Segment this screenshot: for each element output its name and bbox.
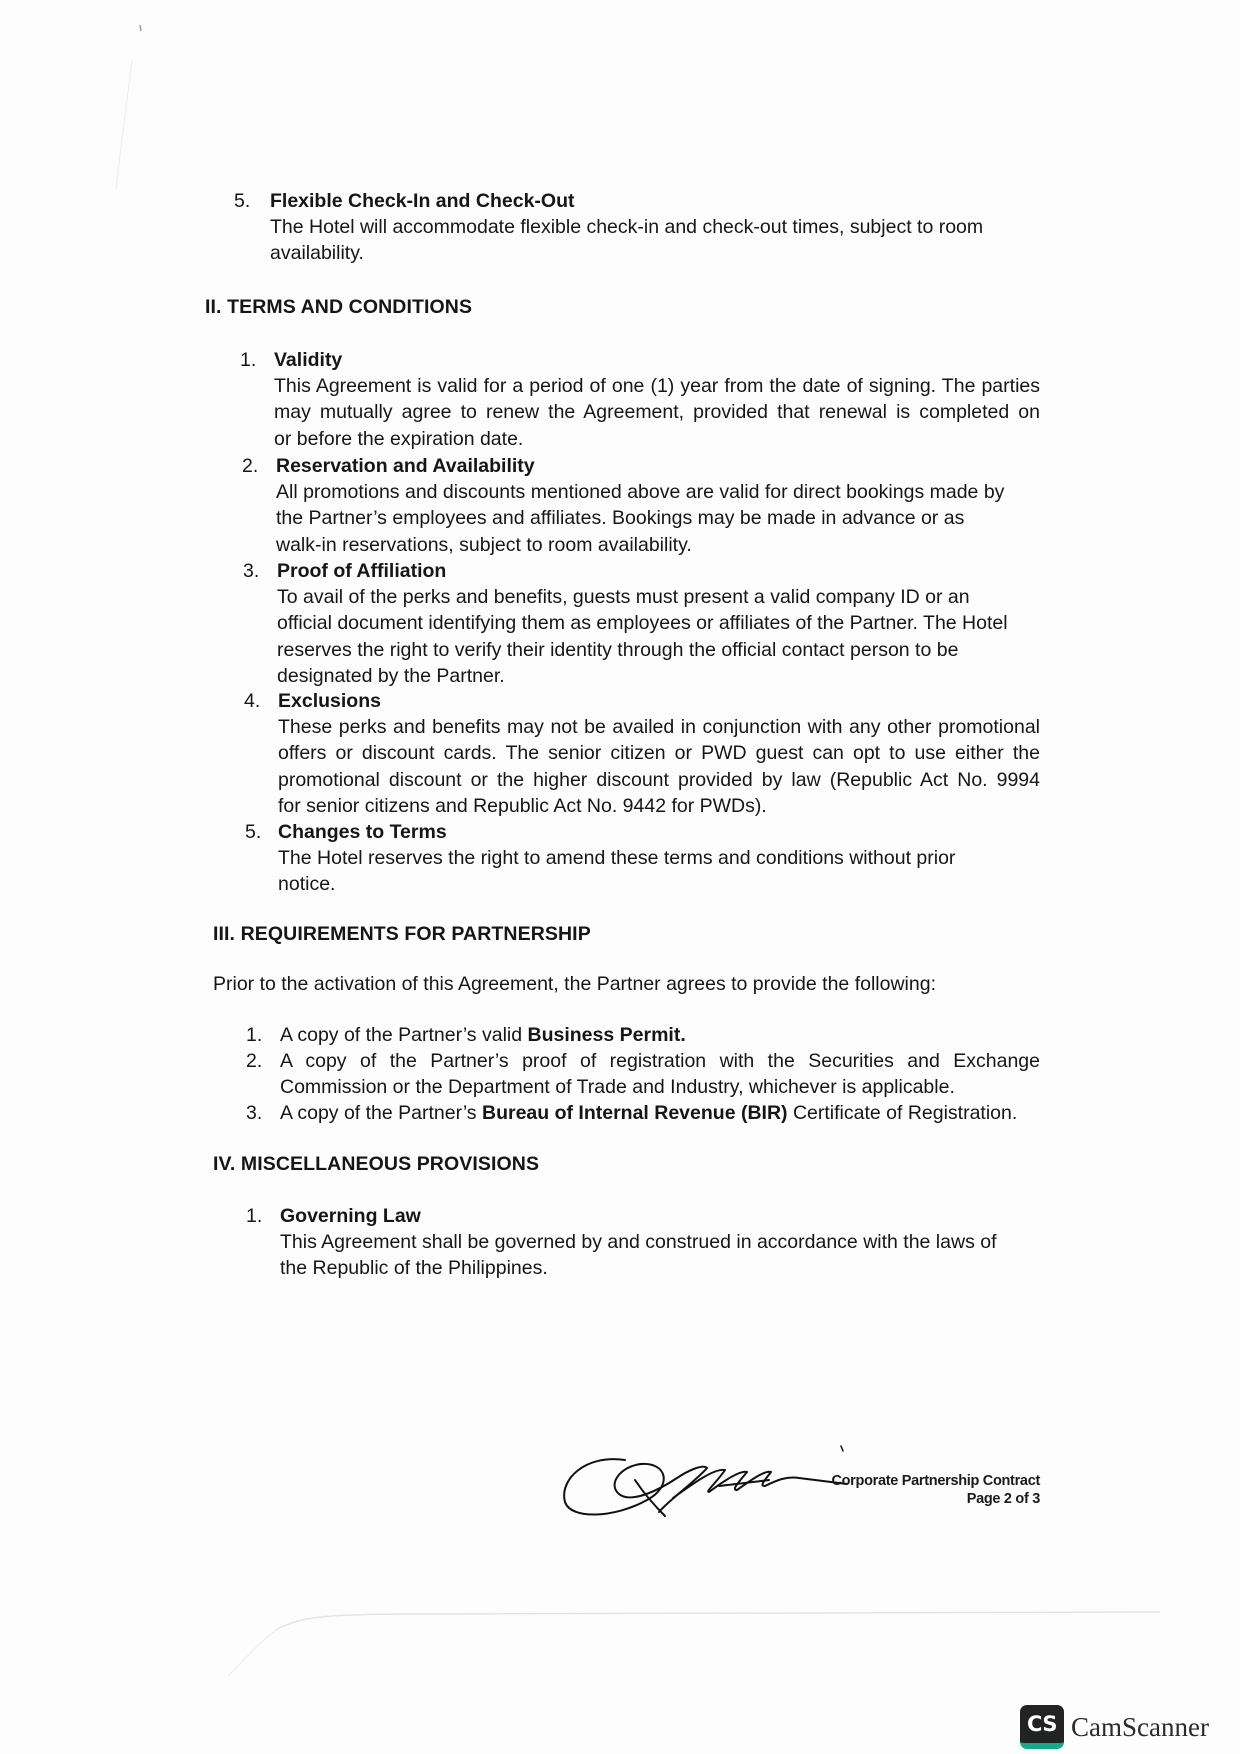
item-content <box>280 1203 1040 1282</box>
item-body-line: promotional discount or the higher discount provided by law (Republic Act No. 9994 <box>278 768 1040 791</box>
current-page: 2 <box>1003 1491 1012 1507</box>
item-body-line: may mutually agree to renew the Agreement, provided that renewal is completed on <box>274 401 1040 424</box>
item-body-line: To avail of the perks and benefits, guests must present a valid company ID or an <box>277 586 970 609</box>
section-heading: III. REQUIREMENTS FOR PARTNERSHIP <box>213 923 591 945</box>
footer-document-title: Corporate Partnership Contract <box>831 1473 1040 1489</box>
item-body-line: This Agreement is valid for a period of one (1) year from the date of signing. The parties <box>274 375 1040 398</box>
page-prefix: Page <box>966 1491 1001 1507</box>
item-body-line: or before the expiration date. <box>274 427 524 450</box>
item-number: 2. <box>242 455 259 477</box>
item-content <box>276 453 1040 558</box>
item-content <box>278 688 1040 819</box>
page-number <box>967 1490 1040 1508</box>
item-text: Certificate of Registration. <box>787 1102 1018 1124</box>
item-emphasis: Bureau of Internal Revenue (BIR) <box>481 1102 788 1124</box>
section-heading: II. TERMS AND CONDITIONS <box>205 296 473 318</box>
item-body-line: availability. <box>270 242 364 265</box>
item-number: 5. <box>245 821 262 843</box>
item-body-line: reserves the right to verify their identity through the official contact person to be <box>277 638 959 661</box>
signature <box>555 1440 855 1525</box>
section-heading: IV. MISCELLANEOUS PROVISIONS <box>213 1153 540 1175</box>
item-body-line: official document identifying them as employees or affiliates of the Partner. The Hotel <box>277 612 1008 635</box>
total-pages: 3 <box>1032 1491 1040 1507</box>
item-body-line: All promotions and discounts mentioned above are valid for direct bookings made by <box>276 481 1005 504</box>
item-number: 1. <box>246 1205 263 1227</box>
item-text: A copy of the Partner’s valid <box>280 1024 528 1046</box>
item-body-line: The Hotel reserves the right to amend these terms and conditions without prior <box>278 847 956 870</box>
item-content <box>280 1022 1040 1048</box>
item-text: A copy of the Partner’s <box>280 1102 482 1124</box>
item-title: Proof of Affiliation <box>277 560 447 582</box>
item-body-line: designated by the Partner. <box>277 664 505 687</box>
item-number: 1. <box>240 349 257 371</box>
item-number: 3. <box>246 1102 263 1124</box>
camscanner-brand: CamScanner <box>1071 1712 1209 1742</box>
item-body-line: offers or discount cards. The senior citizen or PWD guest can opt to use either the <box>278 742 1040 765</box>
item-body-line: the Republic of the Philippines. <box>280 1257 548 1280</box>
item-title: Flexible Check-In and Check-Out <box>270 190 575 212</box>
item-body-line <box>280 1100 1040 1126</box>
item-body-line: Commission or the Department of Trade and Industry, whichever is applicable. <box>280 1076 955 1099</box>
item-number: 2. <box>246 1050 263 1072</box>
item-title: Reservation and Availability <box>276 455 535 477</box>
item-number: 1. <box>246 1024 263 1046</box>
item-body-line: walk-in reservations, subject to room availability. <box>276 533 692 556</box>
item-body-line: notice. <box>278 873 336 896</box>
item-title: Governing Law <box>280 1205 421 1227</box>
item-body-line: for senior citizens and Republic Act No. 9442 for PWDs). <box>278 794 767 817</box>
item-content <box>280 1048 1040 1100</box>
item-content <box>270 188 1040 267</box>
item-body-line: The Hotel will accommodate flexible check-in and check-out times, subject to room <box>270 216 984 239</box>
camscanner-logo-icon: CS <box>1020 1705 1064 1749</box>
intro-paragraph: Prior to the activation of this Agreement, the Partner agrees to provide the following: <box>213 973 936 995</box>
item-content <box>278 819 1040 898</box>
item-body-line: These perks and benefits may not be availed in conjunction with any other promotional <box>278 716 1040 739</box>
item-body-line: the Partner’s employees and affiliates. Bookings may be made in advance or as <box>276 507 965 530</box>
item-title: Validity <box>274 349 343 371</box>
item-body-line: A copy of the Partner’s proof of registration with the Securities and Exchange <box>280 1050 1040 1072</box>
item-body-line <box>280 1022 1040 1048</box>
item-content <box>277 558 1040 689</box>
item-title: Exclusions <box>278 690 381 712</box>
item-number: 4. <box>244 690 261 712</box>
item-number: 5. <box>234 190 251 212</box>
item-body-line: This Agreement shall be governed by and construed in accordance with the laws of <box>280 1231 997 1254</box>
item-content <box>274 347 1040 452</box>
item-title: Changes to Terms <box>278 821 447 843</box>
item-content <box>280 1100 1040 1126</box>
item-number: 3. <box>243 560 260 582</box>
page-of: of <box>1015 1491 1029 1507</box>
item-emphasis: Business Permit. <box>527 1024 686 1046</box>
